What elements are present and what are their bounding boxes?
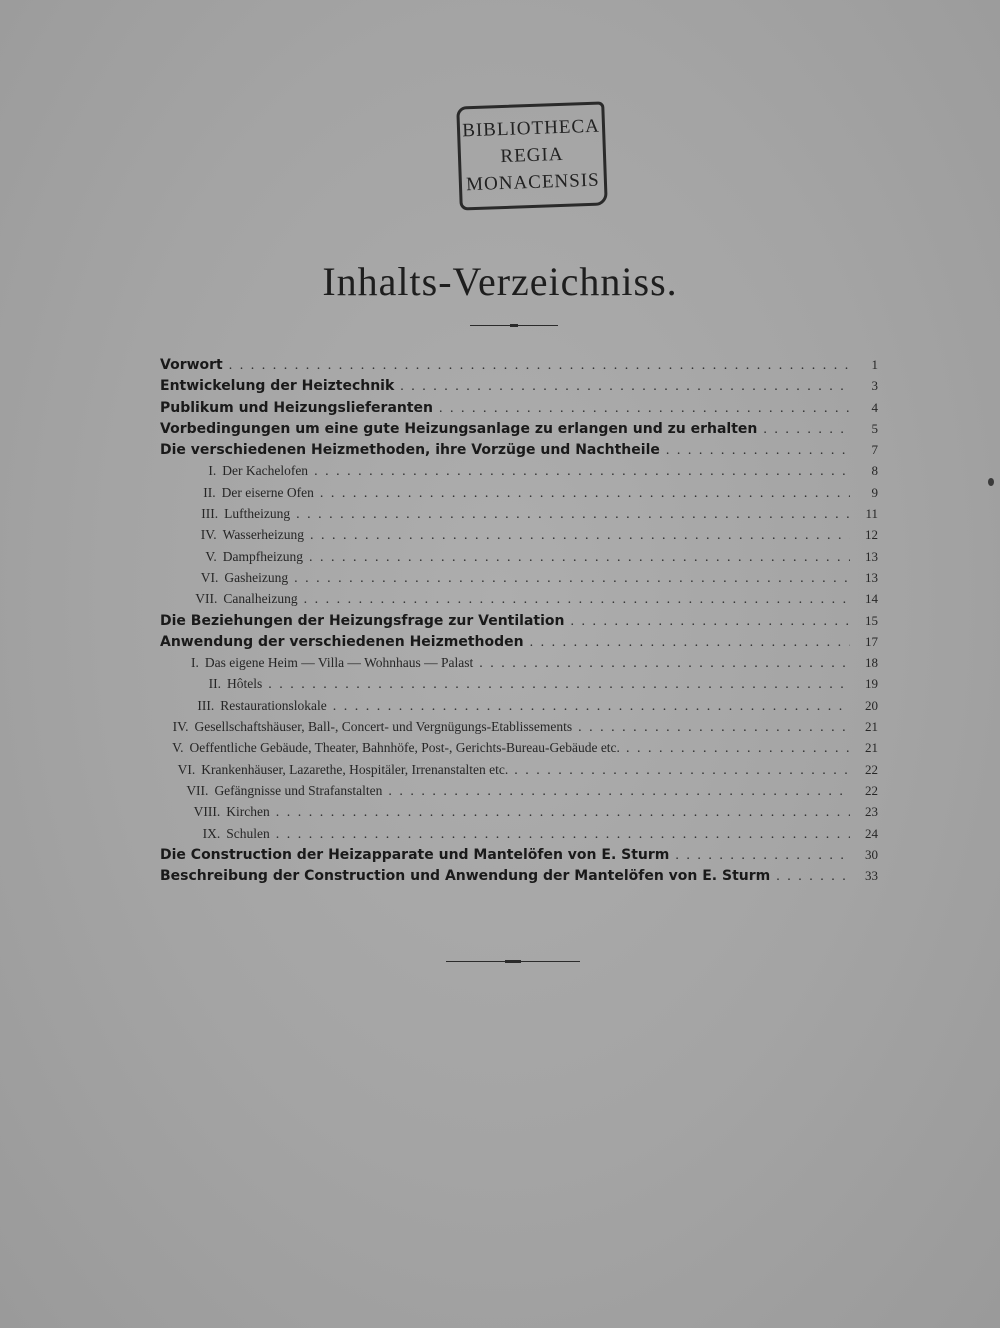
toc-entry-page-number: 1	[871, 357, 878, 372]
title-divider-ornament	[510, 324, 518, 327]
toc-entry	[160, 421, 878, 442]
toc-entry	[160, 527, 878, 548]
toc-entry-numeral: VI.	[200, 569, 219, 585]
toc-entry-page-number: 33	[865, 868, 878, 884]
toc-entry	[160, 549, 878, 570]
toc-entry-numeral: III.	[197, 697, 215, 713]
toc-entry-label: Vorbedingungen um eine gute Heizungsanlage zu erlangen und zu erhalten	[160, 420, 758, 437]
toc-entry-leader-dots	[229, 358, 850, 374]
toc-entry-page-number: 22	[865, 761, 878, 777]
toc-entry-page-number: 24	[865, 825, 878, 841]
toc-entry-numeral: IV.	[200, 527, 217, 543]
toc-entry-leader-dots	[296, 507, 850, 523]
toc-entry	[160, 400, 878, 421]
toc-entry-page-number: 20	[865, 697, 878, 713]
toc-entry-leader-dots	[439, 401, 850, 417]
toc-entry	[160, 676, 878, 697]
toc-entry-page-number: 14	[865, 591, 878, 607]
toc-entry-leader-dots	[626, 741, 850, 757]
toc-entry-label: Gesellschaftshäuser, Ball-, Concert- und Vergnügungs-Etablissements	[194, 719, 573, 735]
toc-entry-page-number: 3	[871, 378, 878, 394]
toc-entry-leader-dots	[666, 443, 850, 459]
toc-entry-numeral: VII.	[195, 591, 218, 607]
end-divider-ornament	[505, 960, 521, 963]
toc-entry-label: Die verschiedenen Heizmethoden, ihre Vorzüge und Nachtheile	[160, 442, 660, 459]
toc-entry	[160, 570, 878, 591]
toc-entry-label: Oeffentliche Gebäude, Theater, Bahnhöfe, Post-, Gerichts-Bureau-Gebäude etc.	[189, 740, 620, 756]
toc-entry	[160, 719, 878, 740]
toc-entry-page-number: 19	[865, 676, 878, 692]
toc-entry	[160, 442, 878, 463]
toc-entry-numeral: VIII.	[193, 804, 221, 820]
toc-entry	[160, 762, 878, 783]
toc-entry-leader-dots	[333, 699, 850, 715]
toc-entry-label: Das eigene Heim — Villa — Wohnhaus — Palast	[204, 655, 474, 671]
toc-entry-label: Schulen	[226, 825, 270, 841]
toc-entry-label: Dampfheizung	[222, 548, 303, 564]
toc-entry-page-number: 18	[865, 655, 878, 671]
toc-entry-page-number: 13	[865, 548, 878, 564]
toc-entry-leader-dots	[578, 720, 850, 736]
toc-entry-label: Kirchen	[226, 804, 270, 820]
toc-entry-leader-dots	[276, 805, 850, 821]
toc-entry-label: Canalheizung	[223, 591, 298, 607]
toc-entry-leader-dots	[309, 550, 850, 566]
toc-entry-page-number: 8	[871, 463, 878, 479]
library-stamp	[456, 101, 608, 210]
toc-entry-leader-dots	[310, 528, 850, 544]
toc-entry-page-number: 5	[871, 420, 878, 436]
toc-entry-label: Hôtels	[227, 676, 263, 692]
table-of-contents	[160, 357, 878, 889]
toc-entry-label: Anwendung der verschiedenen Heizmethoden	[160, 633, 524, 650]
toc-entry-label: Beschreibung der Construction und Anwendung der Mantelöfen von E. Sturm	[160, 868, 771, 885]
toc-entry-numeral: V.	[172, 740, 184, 756]
toc-entry-label: Entwickelung der Heiztechnik	[160, 378, 395, 395]
toc-entry-leader-dots	[530, 635, 850, 651]
page-title: Inhalts-Verzeichniss.	[322, 259, 678, 304]
toc-entry	[160, 655, 878, 676]
page-speck	[988, 478, 994, 486]
toc-entry-leader-dots	[479, 656, 850, 672]
toc-entry	[160, 613, 878, 634]
toc-entry-page-number: 13	[865, 569, 878, 585]
toc-entry-label: Restaurationslokale	[220, 697, 327, 713]
toc-entry-label: Gefängnisse und Strafanstalten	[214, 782, 383, 798]
toc-entry-page-number: 22	[865, 782, 878, 798]
toc-entry-page-number: 12	[865, 527, 878, 543]
toc-entry-numeral: II.	[203, 484, 216, 500]
toc-entry-page-number: 23	[865, 804, 878, 820]
toc-entry-page-number: 11	[865, 506, 878, 522]
toc-entry-leader-dots	[388, 784, 850, 800]
toc-entry	[160, 804, 878, 825]
toc-entry-label: Luftheizung	[224, 506, 291, 522]
toc-entry-leader-dots	[675, 848, 850, 864]
stamp-line-1: BIBLIOTHECA	[461, 115, 601, 142]
toc-entry-leader-dots	[763, 422, 850, 438]
toc-entry	[160, 698, 878, 719]
toc-entry-page-number: 9	[871, 484, 878, 500]
toc-entry-label: Der eiserne Ofen	[221, 484, 314, 500]
toc-entry-leader-dots	[276, 827, 850, 843]
toc-entry	[160, 740, 878, 761]
toc-entry	[160, 485, 878, 506]
toc-entry-leader-dots	[400, 379, 850, 395]
toc-entry	[160, 357, 878, 378]
toc-entry	[160, 826, 878, 847]
stamp-line-3: MONACENSIS	[465, 169, 601, 196]
toc-entry-numeral: I.	[191, 655, 199, 671]
toc-entry	[160, 847, 878, 868]
toc-entry-numeral: VII.	[186, 782, 209, 798]
toc-entry-label: Vorwort	[160, 357, 223, 373]
toc-entry	[160, 634, 878, 655]
stamp-line-2: REGIA	[500, 143, 564, 168]
toc-entry-label: Krankenhäuser, Lazarethe, Hospitäler, Irrenanstalten etc.	[201, 761, 509, 777]
toc-entry-numeral: II.	[208, 676, 222, 692]
toc-entry-page-number: 15	[865, 612, 878, 628]
toc-entry-page-number: 7	[871, 442, 878, 458]
toc-entry-numeral: VI.	[177, 761, 196, 777]
toc-entry-label: Publikum und Heizungslieferanten	[160, 399, 434, 416]
toc-entry-label: Die Beziehungen der Heizungsfrage zur Ventilation	[160, 612, 565, 629]
toc-entry-page-number: 30	[865, 846, 878, 862]
toc-entry-numeral: III.	[201, 506, 219, 522]
toc-entry-page-number: 4	[871, 399, 878, 415]
toc-entry-leader-dots	[776, 869, 850, 885]
toc-entry	[160, 591, 878, 612]
toc-entry-page-number: 21	[865, 740, 878, 756]
toc-entry-numeral: I.	[208, 463, 217, 479]
toc-entry-label: Die Construction der Heizapparate und Mantelöfen von E. Sturm	[160, 846, 670, 863]
toc-entry-page-number: 17	[865, 633, 878, 649]
toc-entry-leader-dots	[514, 763, 850, 779]
toc-entry-label: Der Kachelofen	[222, 463, 309, 479]
toc-entry-numeral: V.	[205, 548, 217, 564]
toc-entry-label: Wasserheizung	[222, 527, 305, 543]
toc-entry-leader-dots	[304, 592, 850, 608]
toc-entry-numeral: IX.	[202, 825, 221, 841]
toc-entry-numeral: IV.	[172, 719, 189, 735]
toc-entry-leader-dots	[570, 614, 850, 630]
toc-entry-leader-dots	[268, 677, 850, 693]
toc-entry	[160, 463, 878, 484]
toc-entry-leader-dots	[314, 464, 850, 480]
toc-entry	[160, 378, 878, 399]
toc-entry-leader-dots	[320, 486, 850, 502]
toc-entry	[160, 868, 878, 889]
toc-entry	[160, 783, 878, 804]
toc-entry-label: Gasheizung	[224, 569, 289, 585]
toc-entry	[160, 506, 878, 527]
toc-entry-leader-dots	[294, 571, 850, 587]
toc-entry-page-number: 21	[865, 719, 878, 735]
